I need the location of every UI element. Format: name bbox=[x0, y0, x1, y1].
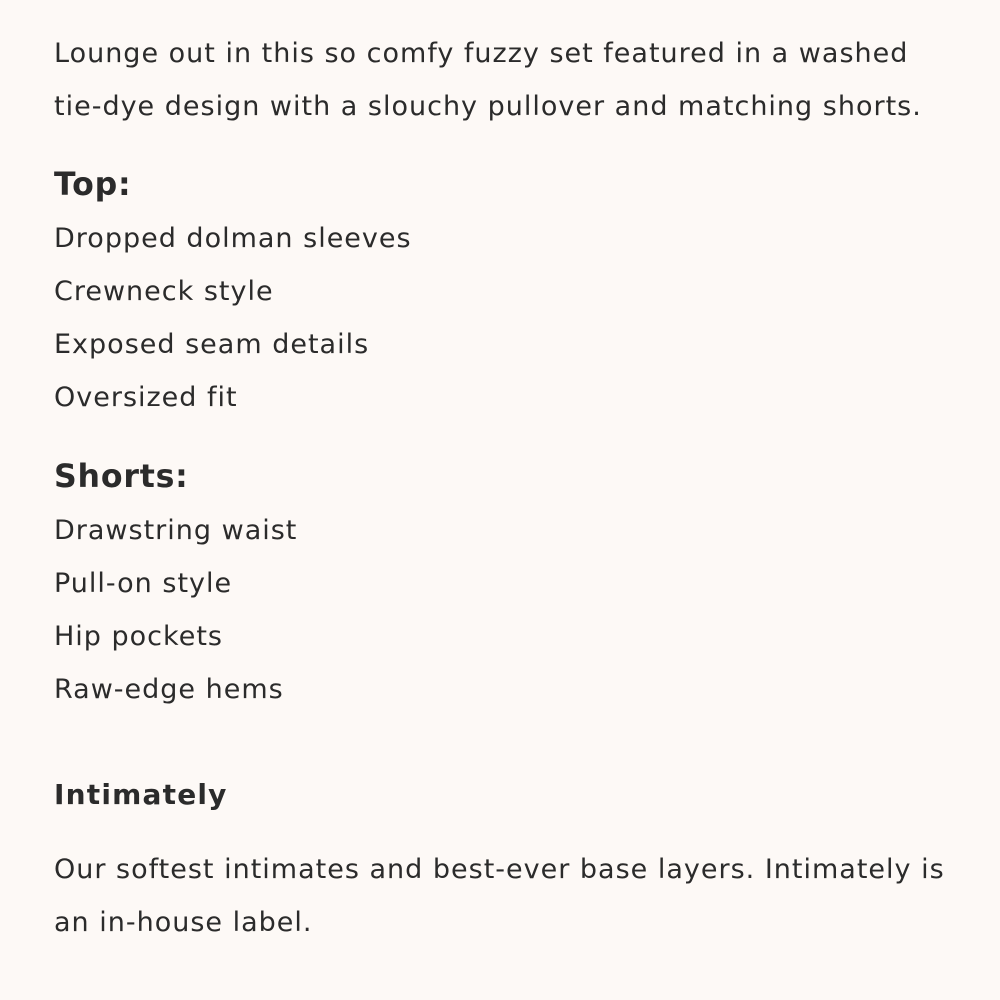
shorts-feature-list bbox=[54, 504, 946, 716]
shorts-feature-item: Hip pockets bbox=[54, 621, 223, 652]
top-feature-item: Exposed seam details bbox=[54, 329, 370, 360]
brand-heading: Intimately bbox=[54, 778, 228, 811]
top-feature-list bbox=[54, 212, 946, 424]
top-feature-item: Dropped dolman sleeves bbox=[54, 223, 412, 254]
top-section-heading: Top: bbox=[54, 167, 132, 203]
shorts-feature-item: Pull-on style bbox=[54, 568, 233, 599]
shorts-feature-item: Drawstring waist bbox=[54, 515, 298, 546]
top-feature-item: Crewneck style bbox=[54, 276, 274, 307]
product-intro-text: Lounge out in this so comfy fuzzy set featured in a washed tie-dye design with a slouchy pullover and matching shorts. bbox=[54, 38, 922, 122]
shorts-feature-item: Raw-edge hems bbox=[54, 674, 284, 705]
brand-description: Our softest intimates and best-ever base layers. Intimately is an in-house label. bbox=[54, 854, 945, 938]
shorts-section-heading: Shorts: bbox=[54, 459, 189, 495]
top-feature-item: Oversized fit bbox=[54, 382, 238, 413]
